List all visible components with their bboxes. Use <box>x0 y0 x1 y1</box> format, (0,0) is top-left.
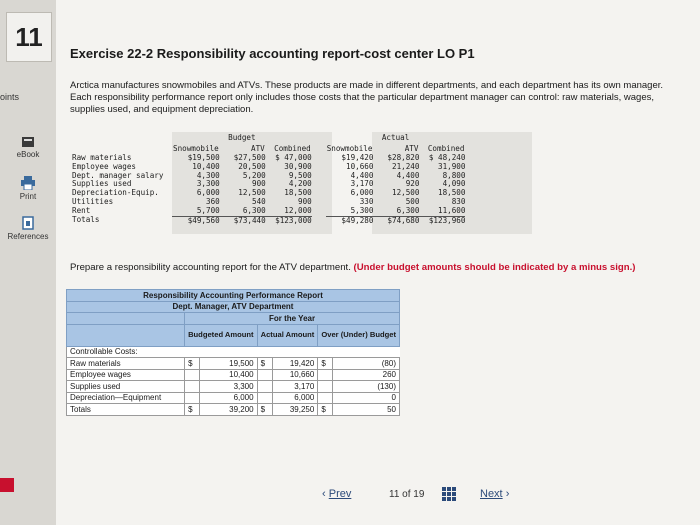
budget-amount-input[interactable]: 39,200 <box>200 404 258 416</box>
data-table-row <box>72 207 465 216</box>
row-label: Dept. manager salary <box>72 170 164 180</box>
row-label: Depreciation-Equip. <box>72 188 159 198</box>
budget-currency: $ <box>185 404 200 416</box>
row-value: 830 <box>451 196 466 206</box>
row-value: 18,500 <box>284 188 312 198</box>
prev-label: Prev <box>328 488 352 500</box>
page-indicator <box>389 489 424 500</box>
actual-amount-input[interactable]: 19,420 <box>272 358 318 370</box>
printer-icon <box>20 176 36 190</box>
report-row <box>67 404 400 416</box>
report-row <box>67 381 400 393</box>
row-value: 12,000 <box>266 207 312 216</box>
references-button[interactable] <box>6 216 50 241</box>
prev-button[interactable] <box>322 488 351 500</box>
red-tab-marker <box>0 478 14 492</box>
row-value: 3,170 <box>350 179 374 189</box>
row-value: 900 <box>252 179 266 189</box>
data-table-row <box>72 216 465 225</box>
over-currency <box>318 381 333 393</box>
page-current: 11 <box>389 489 400 500</box>
instruction-prompt <box>70 262 636 273</box>
controllable-costs-label: Controllable Costs: <box>67 346 400 358</box>
col-header: ATV <box>251 144 265 153</box>
actual-currency <box>257 369 272 381</box>
budget-currency <box>185 381 200 393</box>
references-icon <box>21 216 35 230</box>
row-value: 4,200 <box>288 179 312 189</box>
page-total: 19 <box>413 489 425 500</box>
row-value: 21,240 <box>392 161 420 171</box>
over-under-input[interactable]: (80) <box>333 358 400 370</box>
col-budgeted-amount: Budgeted Amount <box>185 324 258 346</box>
blank-header <box>72 132 172 143</box>
report-row <box>67 392 400 404</box>
actual-group-header: Actual <box>381 133 410 142</box>
actual-currency <box>257 381 272 393</box>
prompt-text: Prepare a responsibility accounting report for the ATV department. <box>70 262 351 273</box>
row-label: Raw materials <box>72 153 132 162</box>
over-currency <box>318 392 333 404</box>
next-label: Next <box>480 488 503 500</box>
row-label: Supplies used <box>72 179 132 189</box>
page-of: of <box>402 489 411 500</box>
budget-amount-input[interactable]: 6,000 <box>200 392 258 404</box>
row-value: 12,500 <box>238 188 266 198</box>
row-value: 920 <box>405 179 420 189</box>
over-currency: $ <box>318 404 333 416</box>
report-title: Responsibility Accounting Performance Report <box>67 290 400 302</box>
row-value: 4,400 <box>350 170 374 180</box>
row-value: 360 <box>206 196 220 206</box>
row-value: $27,500 <box>233 153 266 162</box>
budget-currency <box>185 369 200 381</box>
ebook-button[interactable] <box>6 136 50 159</box>
row-value: 30,900 <box>284 161 312 171</box>
row-value: 11,600 <box>419 207 465 216</box>
row-value: 3,300 <box>196 179 220 189</box>
row-label: Totals <box>72 215 100 225</box>
chevron-right-icon: › <box>505 488 510 500</box>
row-value: 8,800 <box>442 170 466 180</box>
col-header: Combined <box>274 144 311 153</box>
left-rail <box>0 0 56 525</box>
row-label: Utilities <box>72 196 114 206</box>
report-row <box>67 369 400 381</box>
print-button[interactable] <box>6 176 50 201</box>
row-value: $ 48,240 <box>428 153 466 162</box>
over-under-input[interactable]: 0 <box>333 392 400 404</box>
col-header: Snowmobile <box>173 144 219 153</box>
row-label: Rent <box>72 206 91 216</box>
row-value: 5,200 <box>242 170 266 180</box>
row-value: 900 <box>298 196 312 206</box>
actual-amount-input[interactable]: 39,250 <box>272 404 318 416</box>
report-row-label: Totals <box>67 404 185 416</box>
row-label: Employee wages <box>72 161 137 171</box>
prompt-note: (Under budget amounts should be indicated by a minus sign.) <box>353 262 636 273</box>
report-period: For the Year <box>185 313 400 325</box>
next-button[interactable] <box>480 488 509 500</box>
row-value: 6,300 <box>373 207 419 216</box>
budget-amount-input[interactable]: 19,500 <box>200 358 258 370</box>
points-label: oints <box>0 92 20 102</box>
col-header: Combined <box>427 144 465 153</box>
over-currency: $ <box>318 358 333 370</box>
row-value: $73,440 <box>233 215 266 225</box>
row-value: $49,560 <box>187 215 220 225</box>
row-value: 5,300 <box>326 207 374 216</box>
budget-currency: $ <box>185 358 200 370</box>
actual-amount-input[interactable]: 10,660 <box>272 369 318 381</box>
budget-group-header: Budget <box>228 133 256 142</box>
row-value: $28,820 <box>387 153 420 162</box>
row-value: 4,400 <box>396 170 420 180</box>
budget-actual-data-table <box>72 132 530 238</box>
row-value: 5,700 <box>172 207 220 216</box>
over-under-input[interactable]: (130) <box>333 381 400 393</box>
chevron-left-icon: ‹ <box>322 488 326 500</box>
col-over-under-budget: Over (Under) Budget <box>318 324 400 346</box>
actual-amount-input[interactable]: 3,170 <box>272 381 318 393</box>
row-value: 18,500 <box>438 188 466 198</box>
actual-currency: $ <box>257 404 272 416</box>
actual-currency: $ <box>257 358 272 370</box>
col-header: ATV <box>404 144 419 153</box>
references-label: References <box>7 232 49 241</box>
row-value: 330 <box>359 196 374 206</box>
grid-icon[interactable] <box>442 487 456 501</box>
report-row-label: Raw materials <box>67 358 185 370</box>
over-under-input[interactable]: 50 <box>333 404 400 416</box>
row-value: 10,660 <box>346 161 374 171</box>
report-row-label: Depreciation—Equipment <box>67 392 185 404</box>
col-actual-amount: Actual Amount <box>257 324 318 346</box>
budget-amount-input[interactable]: 10,400 <box>200 369 258 381</box>
actual-currency <box>257 392 272 404</box>
row-value: $123,960 <box>428 215 466 225</box>
over-under-input[interactable]: 260 <box>333 369 400 381</box>
row-value: 20,500 <box>238 161 266 171</box>
exercise-intro: Arctica manufactures snowmobiles and ATVs. These products are made in different departments, and each department has its own manager. Each responsibility performance report only includes those costs that the particular department manager can control: raw materials, wages, supplies used, and equipment depreciation. <box>70 80 664 115</box>
row-value: 31,900 <box>438 161 466 171</box>
row-value: $123,000 <box>275 215 312 225</box>
row-value: 6,000 <box>196 188 220 198</box>
row-value: 12,500 <box>392 188 420 198</box>
row-value: 9,500 <box>288 170 312 180</box>
report-subtitle: Dept. Manager, ATV Department <box>67 301 400 313</box>
row-value: $74,680 <box>387 215 420 225</box>
report-row-label: Supplies used <box>67 381 185 393</box>
row-value: 10,400 <box>192 161 220 171</box>
book-icon <box>21 136 35 148</box>
ebook-label: eBook <box>16 150 40 159</box>
row-value: $49,280 <box>341 215 374 225</box>
exercise-title: Exercise 22-2 Responsibility accounting report-cost center LO P1 <box>70 46 475 61</box>
col-header: Snowmobile <box>326 144 373 153</box>
row-value: $ 47,000 <box>275 153 312 162</box>
row-value: 6,300 <box>220 207 266 216</box>
question-number: 11 <box>6 12 52 62</box>
row-value: 4,090 <box>442 179 466 189</box>
row-value: 6,000 <box>350 188 374 198</box>
row-value: $19,500 <box>187 153 220 162</box>
report-row <box>67 358 400 370</box>
row-value: 500 <box>405 196 420 206</box>
over-currency <box>318 369 333 381</box>
row-value: $19,420 <box>341 153 374 162</box>
budget-amount-input[interactable]: 3,300 <box>200 381 258 393</box>
performance-report <box>66 289 400 416</box>
cost-data-table <box>72 132 465 225</box>
row-value: 540 <box>252 196 266 206</box>
actual-amount-input[interactable]: 6,000 <box>272 392 318 404</box>
row-value: 4,300 <box>196 170 220 180</box>
report-row-label: Employee wages <box>67 369 185 381</box>
print-label: Print <box>19 192 37 201</box>
budget-currency <box>185 392 200 404</box>
